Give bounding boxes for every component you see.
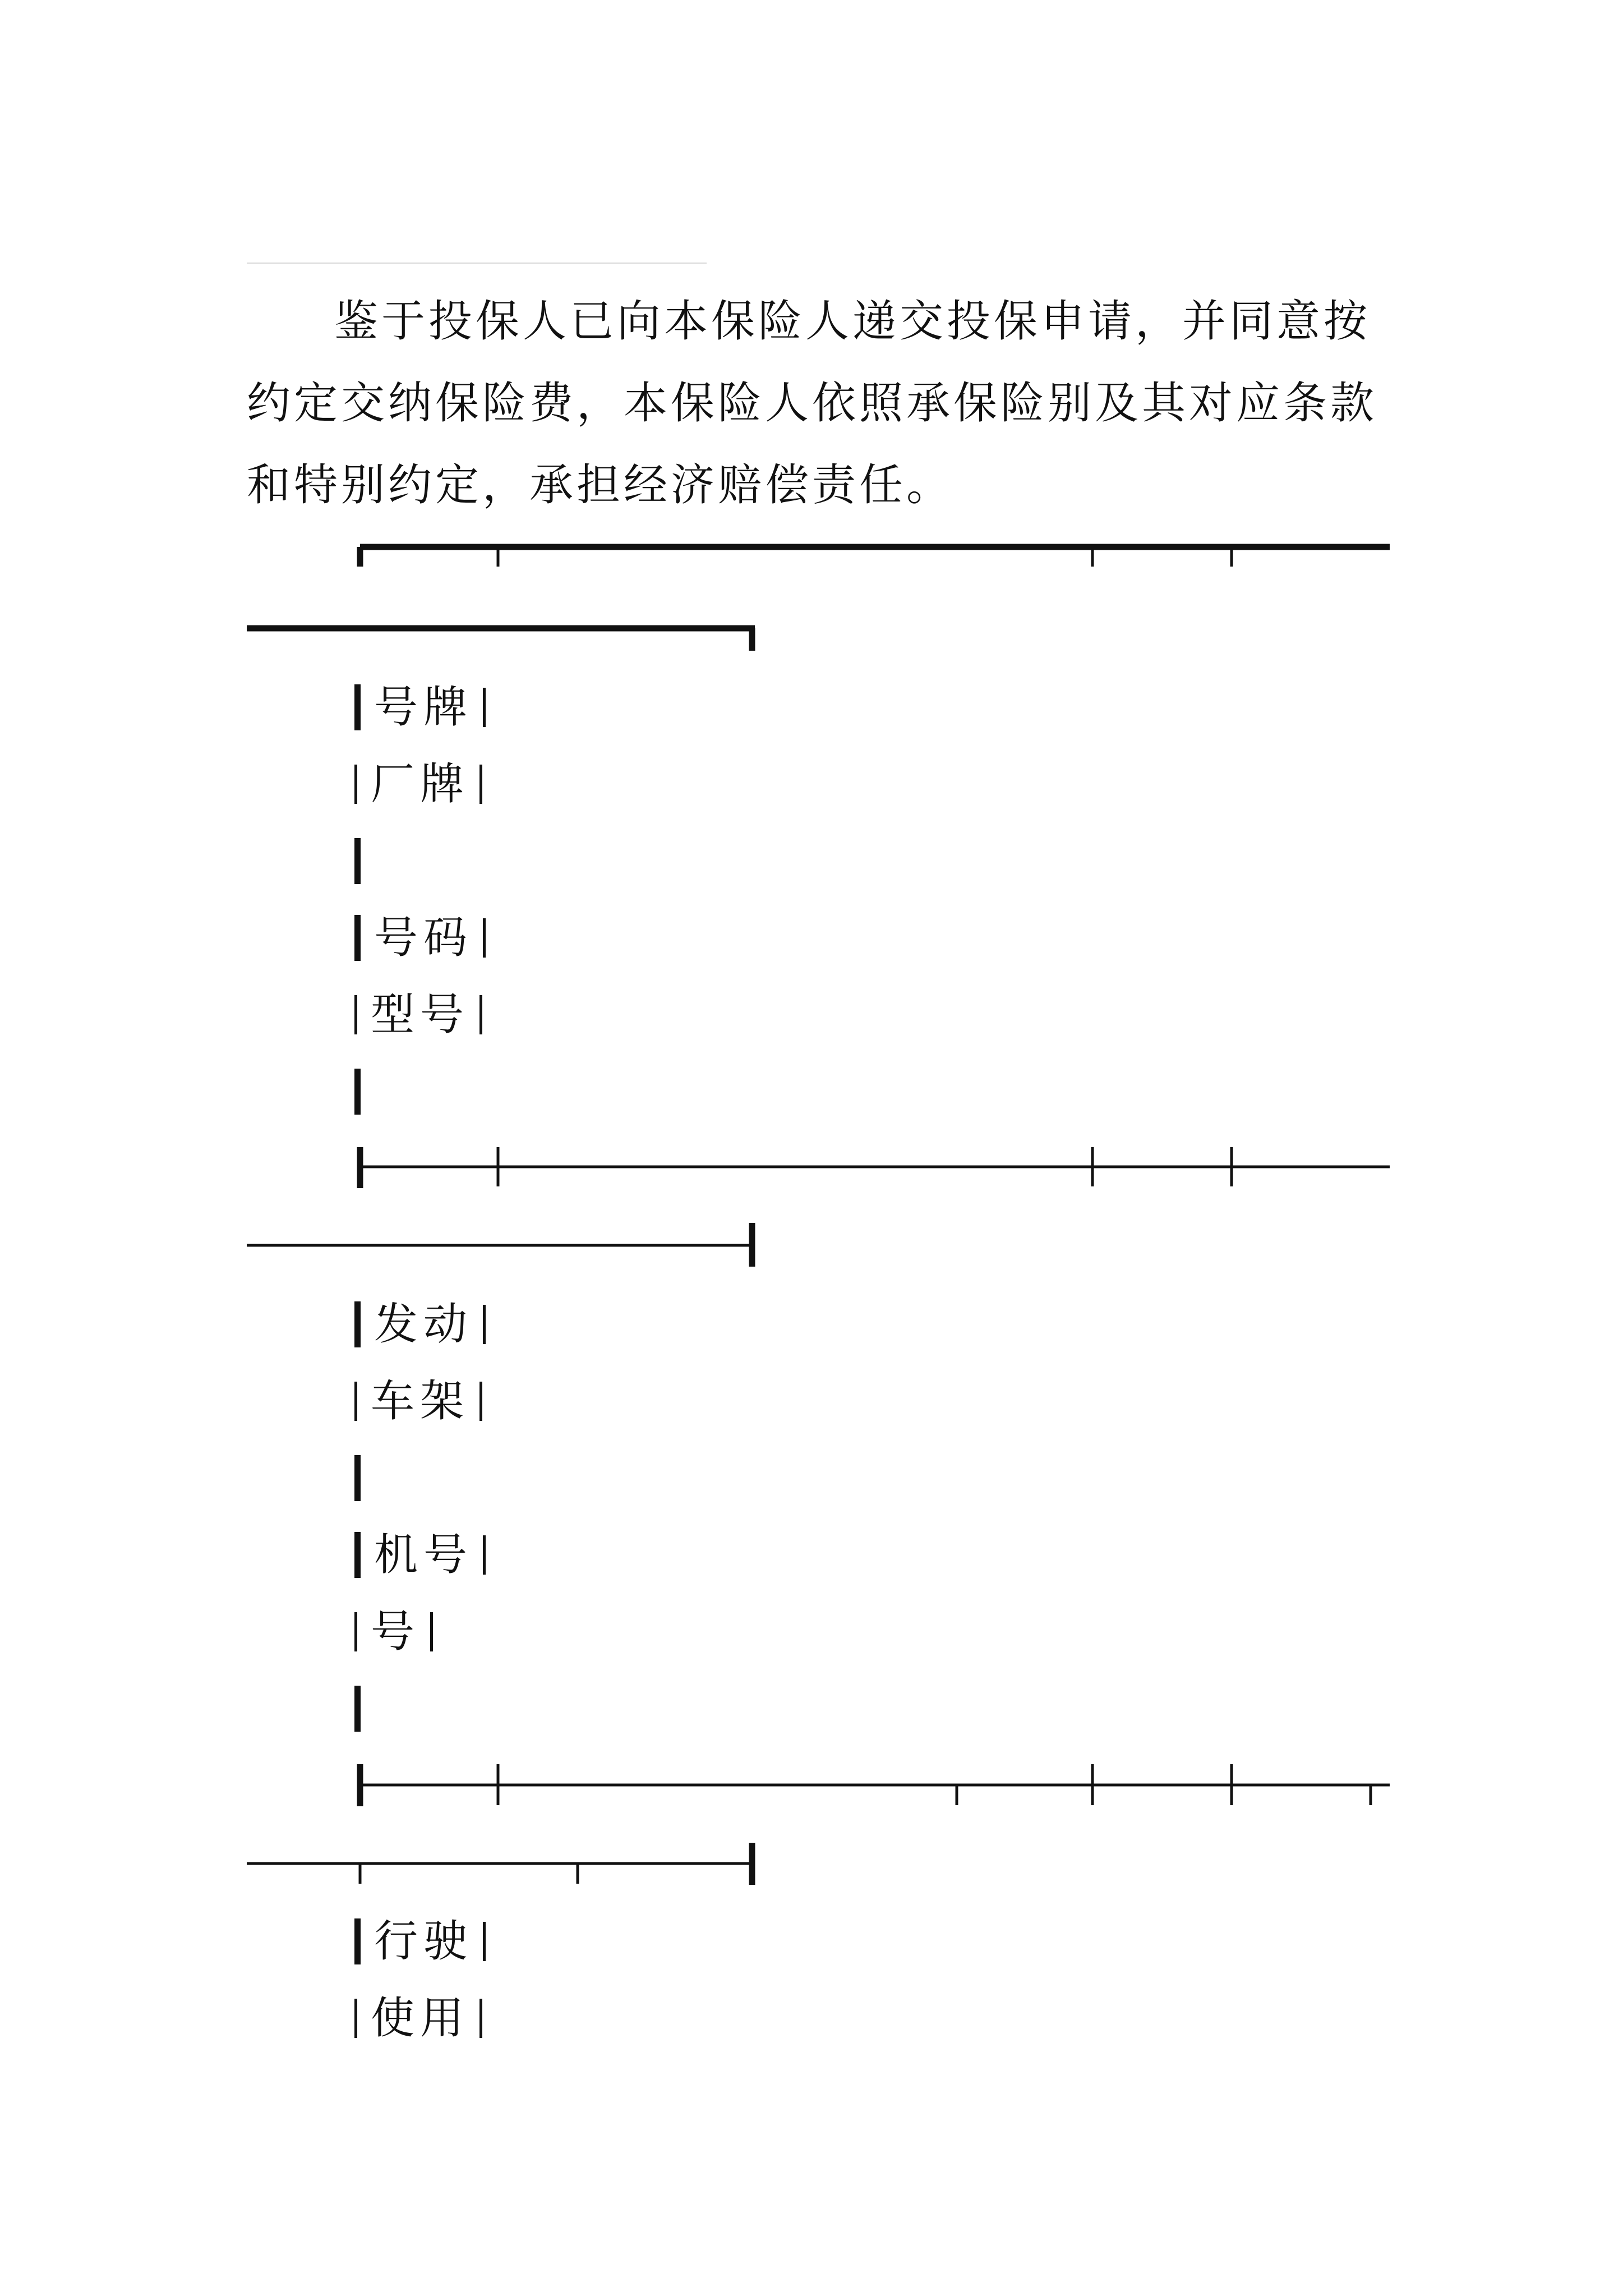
table-row <box>354 981 482 1042</box>
table-row <box>354 673 486 735</box>
cell-label: 号码 <box>374 912 473 963</box>
table-row <box>354 1674 384 1736</box>
cell-border <box>354 684 361 730</box>
cell-border <box>354 1455 361 1501</box>
cell-border <box>479 1999 482 2038</box>
cell-label: 型号 <box>371 989 470 1040</box>
cell-border <box>479 995 482 1034</box>
table-row <box>354 1444 384 1506</box>
cell-border <box>354 838 361 884</box>
table-row <box>354 1598 433 1659</box>
cell-border <box>483 1922 486 1961</box>
cell-label: 号 <box>371 1606 421 1657</box>
cell-border <box>354 915 361 961</box>
table-row <box>354 1367 482 1429</box>
table-row <box>354 1057 384 1119</box>
cell-border <box>354 1918 361 1964</box>
cell-border <box>479 765 482 804</box>
cell-border <box>354 1532 361 1578</box>
table-row <box>354 1290 486 1352</box>
cell-border <box>483 1305 486 1344</box>
cell-border <box>354 1069 361 1115</box>
table-row <box>354 1907 486 1969</box>
cell-label: 使用 <box>371 1993 470 2044</box>
cell-border <box>430 1612 433 1651</box>
cell-border <box>483 1535 486 1575</box>
table-divider-2 <box>247 1764 1390 1885</box>
table-row <box>354 750 482 812</box>
cell-label: 发动 <box>374 1299 473 1350</box>
table-divider-1 <box>247 1147 1390 1267</box>
cell-border <box>483 688 486 727</box>
cell-border <box>354 1612 357 1651</box>
cell-border <box>354 765 357 804</box>
table-row <box>354 1521 486 1582</box>
table-top-border <box>247 547 1390 651</box>
cell-label: 厂牌 <box>371 758 470 809</box>
cell-border <box>354 1999 357 2038</box>
table-row <box>354 1984 482 2046</box>
cell-label: 号牌 <box>374 682 473 733</box>
cell-label: 机号 <box>374 1529 473 1580</box>
table-row <box>354 904 486 965</box>
cell-border <box>354 1301 361 1347</box>
cell-border <box>354 995 357 1034</box>
cell-border <box>354 1686 361 1732</box>
intro-text: 鉴于投保人已向本保险人递交投保申请，并同意按约定交纳保险费，本保险人依照承保险别及其对应条款和特别约定，承担经济赔偿责任。 <box>247 296 1378 510</box>
table-row <box>354 827 384 889</box>
cell-border <box>479 1382 482 1421</box>
cell-border <box>483 918 486 958</box>
cell-label: 车架 <box>371 1375 470 1427</box>
cell-border <box>354 1382 357 1421</box>
cell-label: 行驶 <box>374 1916 473 1967</box>
